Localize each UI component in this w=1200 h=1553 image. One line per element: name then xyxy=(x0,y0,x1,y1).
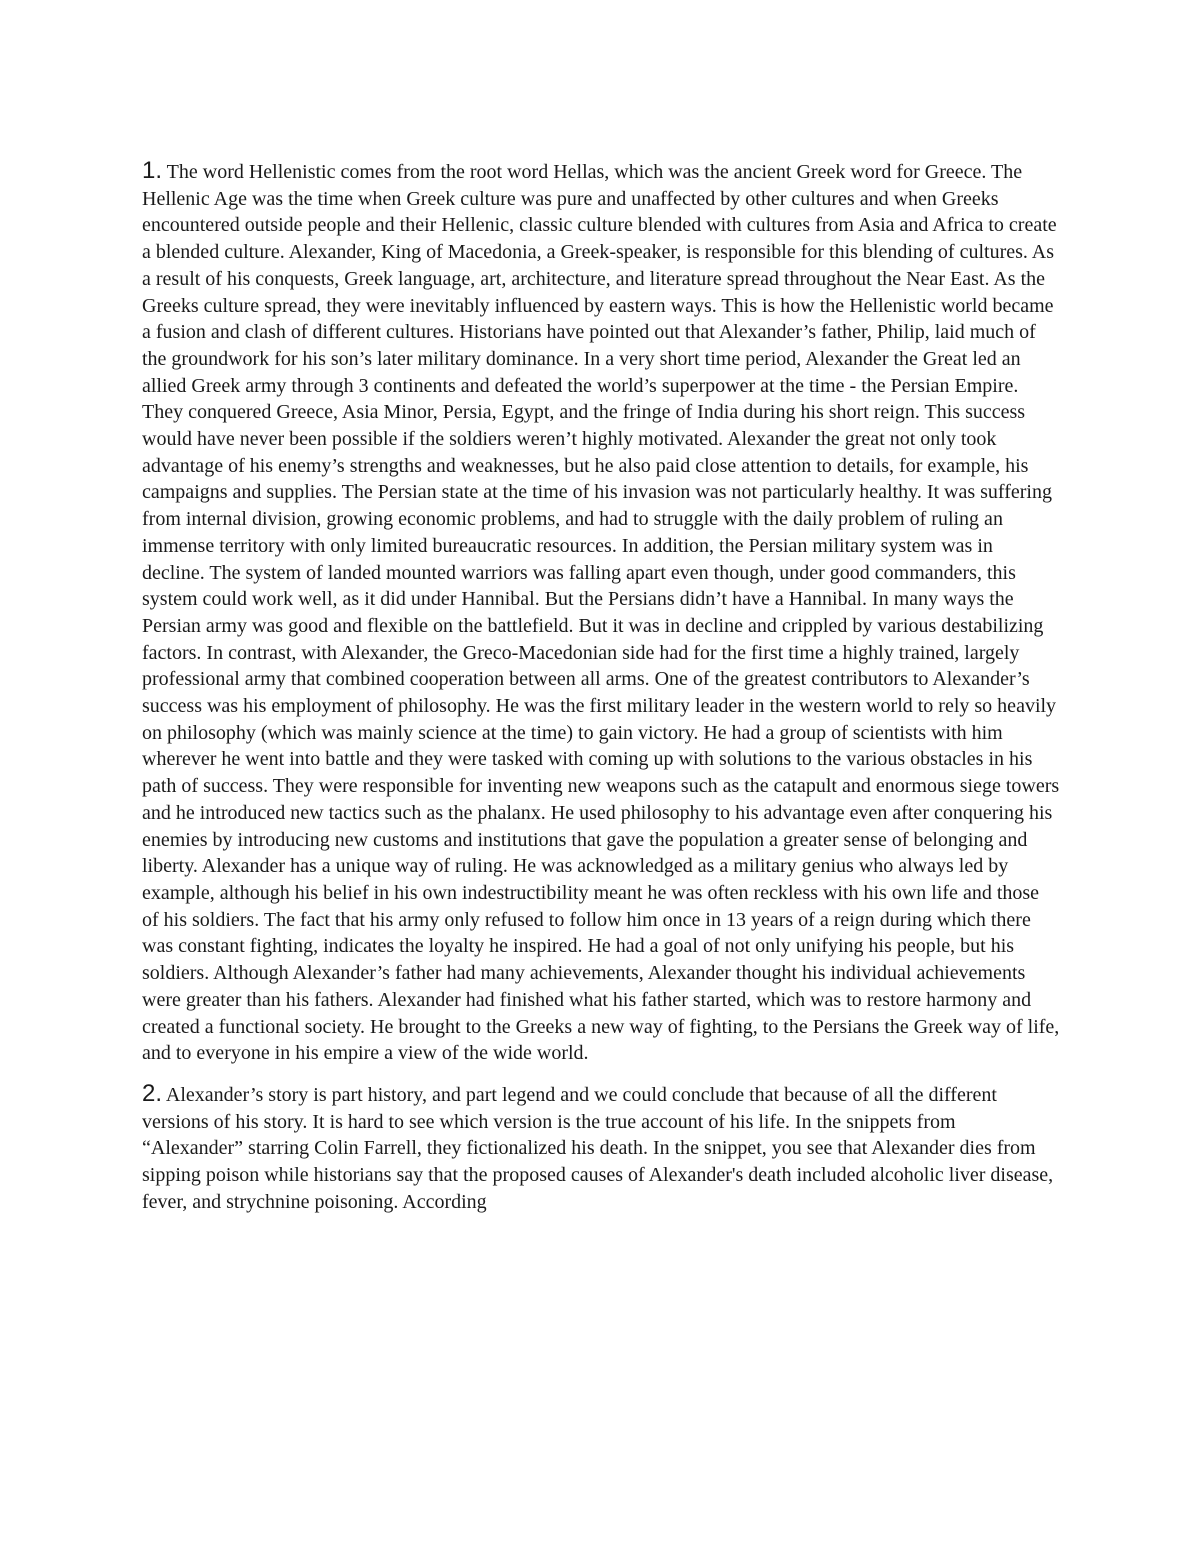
paragraph-1 xyxy=(142,158,1060,1067)
paragraph-2-text: Alexander’s story is part history, and part legend and we could conclude that because of all the different versions of his story. It is hard to see which version is the true account of his life. In the snippets from “Alexander” starring Colin Farrell, they fictionalized his death. In the snippet, you see that Alexander dies from sipping poison while historians say that the proposed causes of Alexander's death included alcoholic liver disease, fever, and strychnine poisoning. According xyxy=(142,1083,1054,1213)
paragraph-2 xyxy=(142,1081,1060,1216)
paragraph-1-number: 1. xyxy=(142,157,163,184)
paragraph-2-number: 2. xyxy=(142,1079,163,1107)
document-body xyxy=(142,158,1060,1229)
paragraph-1-text: The word Hellenistic comes from the root word Hellas, which was the ancient Greek word for Greece. The Hellenic Age was the time when Greek culture was pure and unaffected by other cultures and when Greeks encountered outside people and their Hellenic, classic culture blended with cultures from Asia and Africa to create a blended culture. Alexander, King of Macedonia, a Greek-speaker, is responsible for this blending of cultures. As a result of his conquests, Greek language, art, architecture, and literature spread throughout the Near East. As the Greeks culture spread, they were inevitably influenced by eastern ways. This is how the Hellenistic world became a fusion and clash of different cultures. Historians have pointed out that Alexander’s father, Philip, laid much of the groundwork for his son’s later military dominance. In a very short time period, Alexander the Great led an allied Greek army through 3 continents and defeated the world’s superpower at the time - the Persian Empire. They conquered Greece, Asia Minor, Persia, Egypt, and the fringe of India during his short reign. This success would have never been possible if the soldiers weren’t highly motivated. Alexander the great not only took advantage of his enemy’s strengths and weaknesses, but he also paid close attention to details, for example, his campaigns and supplies. The Persian state at the time of his invasion was not particularly healthy. It was suffering from internal division, growing economic problems, and had to struggle with the daily problem of ruling an immense territory with only limited bureaucratic resources. In addition, the Persian military system was in decline. The system of landed mounted warriors was falling apart even though, under good commanders, this system could work well, as it did under Hannibal. But the Persians didn’t have a Hannibal. In many ways the Persian army was good and flexible on the battlefield. But it was in decline and crippled by various destabilizing factors. In contrast, with Alexander, the Greco-Macedonian side had for the first time a highly trained, largely professional army that combined cooperation between all arms. One of the greatest contributors to Alexander’s success was his employment of philosophy. He was the first military leader in the western world to rely so heavily on philosophy (which was mainly science at the time) to gain victory. He had a group of scientists with him wherever he went into battle and they were tasked with coming up with solutions to the various obstacles in his path of success. They were responsible for inventing new weapons such as the catapult and enormous siege towers and he introduced new tactics such as the phalanx. He used philosophy to his advantage even after conquering his enemies by introducing new customs and institutions that gave the population a greater sense of belonging and liberty. Alexander has a unique way of ruling. He was acknowledged as a military genius who always led by example, although his belief in his own indestructibility meant he was often reckless with his own life and those of his soldiers. The fact that his army only refused to follow him once in 13 years of a reign during which there was constant fighting, indicates the loyalty he inspired. He had a goal of not only unifying his people, but his soldiers. Although Alexander’s father had many achievements, Alexander thought his individual achievements were greater than his fathers. Alexander had finished what his father started, which was to restore harmony and created a functional society. He brought to the Greeks a new way of fighting, to the Persians the Greek way of life, and to everyone in his empire a view of the wide world. xyxy=(142,161,1060,1065)
